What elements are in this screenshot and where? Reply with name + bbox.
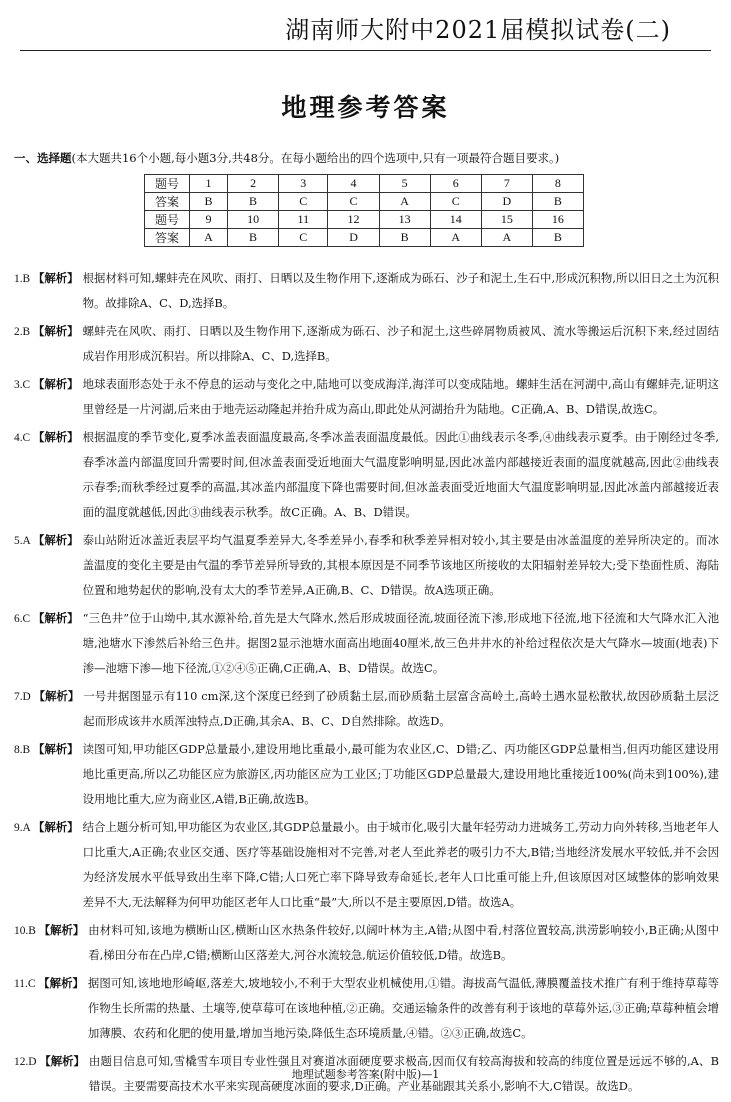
- table-cell: 7: [481, 175, 532, 193]
- analysis-tag: 【解析】: [33, 377, 79, 391]
- section-heading: [14, 150, 719, 166]
- item-text: 结合上题分析可知,甲功能区为农业区,其GDP总量最小。由于城市化,吸引大量年轻劳动力进城务工,劳动力向外转移,当地老年人口比重大,A正确;农业区交通、医疗等基础设施相对不完善,对老人至此养老的吸引力不大,B错;当地经济发展水平较低,并不会因为经济发展水平低导致出生率下降,C错;人口死亡率下降导致寿命延长,老年人口比重可能上升,但该原因对区域整体的影响效果差异不大,无法解释为何甲功能区老年人口比重“最”大,所以不是主要原因,D错。故选A。: [82, 820, 719, 909]
- analysis-tag: 【解析】: [33, 742, 79, 756]
- analysis-tag: 【解析】: [33, 430, 79, 444]
- exam-header-title: 湖南师大附中2021届模拟试卷(二): [285, 16, 671, 44]
- answer-explanations: [14, 266, 719, 1102]
- list-item: [14, 737, 719, 812]
- table-cell: C: [328, 193, 379, 211]
- section-instruction: (本大题共16个小题,每小题3分,共48分。在每小题给出的四个选项中,只有一项最符合题目要求。): [71, 151, 560, 165]
- page-title: 地理参考答案: [281, 93, 450, 122]
- item-number: 8.B: [14, 744, 31, 756]
- table-cell: 15: [481, 211, 532, 229]
- list-item: [14, 425, 719, 525]
- table-cell: B: [228, 229, 279, 247]
- list-item: [14, 815, 719, 915]
- item-text: 读图可知,甲功能区GDP总量最小,建设用地比重最小,最可能为农业区,C、D错;乙、丙功能区GDP总量相当,但丙功能区建设用地比重更高,所以乙功能区应为旅游区,丙功能区应为工业区;丁功能区GDP总量最大,建设用地比重接近100%(尚未到100%),建设用地比重大,应为商业区,A错,B正确,故选B。: [82, 742, 719, 806]
- table-cell: A: [379, 193, 430, 211]
- table-cell: 14: [430, 211, 481, 229]
- item-text: 据图可知,该地地形崎岖,落差大,坡地较小,不利于大型农业机械使用,①错。海拔高气温低,薄膜覆盖技术推广有利于维持草莓等作物生长所需的热量、土壤等,使草莓可在该地种植,②正确。交通运输条件的改善有利于该地的草莓外运,③正确;草莓种植会增加薄膜、农药和化肥的使用量,增加当地污染,降低生态环境质量,④错。②③正确,故选C。: [87, 976, 719, 1040]
- table-cell: 11: [279, 211, 328, 229]
- table-cell: 5: [379, 175, 430, 193]
- header-divider: [20, 50, 711, 51]
- table-cell: 1: [190, 175, 228, 193]
- table-row-label: 题号: [145, 211, 190, 229]
- analysis-tag: 【解析】: [33, 324, 79, 338]
- table-row: [145, 211, 584, 229]
- page-footer: 地理试题参考答案(附中版)—1: [291, 1068, 440, 1081]
- item-number: 3.C: [14, 379, 31, 391]
- analysis-tag: 【解析】: [33, 611, 79, 625]
- table-cell: B: [190, 193, 228, 211]
- table-row: [145, 193, 584, 211]
- list-item: [14, 684, 719, 734]
- table-cell: 10: [228, 211, 279, 229]
- analysis-tag: 【解析】: [38, 976, 84, 990]
- analysis-tag: 【解析】: [33, 820, 79, 834]
- table-cell: B: [532, 193, 583, 211]
- table-cell: 13: [379, 211, 430, 229]
- analysis-tag: 【解析】: [33, 533, 79, 547]
- table-cell: A: [481, 229, 532, 247]
- table-cell: C: [430, 193, 481, 211]
- item-number: 12.D: [14, 1056, 37, 1068]
- analysis-tag: 【解析】: [39, 1054, 85, 1068]
- table-cell: 16: [532, 211, 583, 229]
- table-row-label: 答案: [145, 229, 190, 247]
- table-row: [145, 229, 584, 247]
- table-cell: D: [481, 193, 532, 211]
- table-cell: A: [190, 229, 228, 247]
- item-text: “三色井”位于山坳中,其水源补给,首先是大气降水,然后形成坡面径流,坡面径流下渗,形成地下径流,地下径流和大气降水汇入池塘,池塘水下渗然后补给三色井。据图2显示池塘水面高出地面40厘米,故三色井井水的补给过程依次是大气降水—坡面(地表)下渗—池塘下渗—地下径流,①②④⑤正确,C正确,A、B、D错误。故选C。: [82, 611, 719, 675]
- item-number: 2.B: [14, 326, 31, 338]
- analysis-tag: 【解析】: [33, 689, 80, 703]
- analysis-tag: 【解析】: [33, 271, 79, 285]
- item-number: 10.B: [14, 925, 36, 937]
- table-cell: 9: [190, 211, 228, 229]
- item-text: 一号井据图显示有110 cm深,这个深度已经到了砂质黏土层,而砂质黏土层富含高岭土,高岭土遇水显松散状,故因砂质黏土层泛起而形成该井水质浑浊特点,D正确,其余A、B、C、D自然排除。故选D。: [83, 689, 719, 728]
- answer-table: [144, 174, 584, 247]
- list-item: [14, 319, 719, 369]
- section-label: 一、选择题: [14, 151, 72, 165]
- table-cell: B: [532, 229, 583, 247]
- item-text: 地球表面形态处于永不停息的运动与变化之中,陆地可以变成海洋,海洋可以变成陆地。螺蚌生活在河湖中,高山有螺蚌壳,证明这里曾经是一片河湖,后来由于地壳运动隆起并抬升成为高山,即此处从河湖抬升为陆地。C正确,A、B、D错误,故选C。: [82, 377, 719, 416]
- item-number: 4.C: [14, 432, 31, 444]
- analysis-tag: 【解析】: [38, 923, 85, 937]
- table-cell: D: [328, 229, 379, 247]
- item-text: 由材料可知,该地为横断山区,横断山区水热条件较好,以阔叶林为主,A错;从图中看,村落位置较高,洪涝影响较小,B正确;从图中看,梯田分布在凸岸,C错;横断山区落差大,河谷水流较急,航运价值较低,D错。故选B。: [88, 923, 719, 962]
- table-cell: C: [279, 193, 328, 211]
- item-text: 根据温度的季节变化,夏季冰盖表面温度最高,冬季冰盖表面温度最低。因此①曲线表示冬季,④曲线表示夏季。由于刚经过冬季,春季冰盖内部温度回升需要时间,但冰盖表面受近地面大气温度影响明显,因此冰盖内部越接近表面的温度就越高,因此②曲线表示春季;而秋季经过夏季的高温,其冰盖内部温度下降也需要时间,但冰盖表面受近地面大气温度影响明显,因此冰盖内部越接近表面的温度就越低,因此③曲线表示秋季。故C正确。A、B、D错误。: [82, 430, 719, 519]
- item-text: 泰山站附近冰盖近表层平均气温夏季差异大,冬季差异小,春季和秋季差异相对较小,其主要是由冰盖温度的差异所决定的。而冰盖温度的变化主要是由气温的季节差异所导致的,其根本原因是不同季节该地区所接收的太阳辐射差异较大;受下垫面性质、海陆位置和地势起伏的影响,没有太大的季节差异,A正确,B、C、D错误。故A选项正确。: [82, 533, 719, 597]
- list-item: [14, 971, 719, 1046]
- item-text: 螺蚌壳在风吹、雨打、日晒以及生物作用下,逐渐成为砾石、沙子和泥土,这些碎屑物质被风、流水等搬运后沉积下来,经过固结成岩作用形成沉积岩。所以排除A、C、D,选择B。: [82, 324, 719, 363]
- item-number: 11.C: [14, 978, 36, 990]
- table-cell: 4: [328, 175, 379, 193]
- item-text: 根据材料可知,螺蚌壳在风吹、雨打、日晒以及生物作用下,逐渐成为砾石、沙子和泥土,生石中,形成沉积物,所以旧日之土为沉积物。故排除A、C、D,选择B。: [82, 271, 719, 310]
- list-item: [14, 918, 719, 968]
- item-number: 5.A: [14, 535, 31, 547]
- table-cell: 6: [430, 175, 481, 193]
- table-cell: 8: [532, 175, 583, 193]
- item-number: 1.B: [14, 273, 31, 285]
- table-cell: C: [279, 229, 328, 247]
- item-number: 7.D: [14, 691, 31, 703]
- table-row-label: 答案: [145, 193, 190, 211]
- list-item: [14, 606, 719, 681]
- table-cell: B: [379, 229, 430, 247]
- table-row: [145, 175, 584, 193]
- table-cell: B: [228, 193, 279, 211]
- table-cell: A: [430, 229, 481, 247]
- item-number: 9.A: [14, 822, 31, 834]
- table-cell: 2: [228, 175, 279, 193]
- table-row-label: 题号: [145, 175, 190, 193]
- table-cell: 12: [328, 211, 379, 229]
- list-item: [14, 528, 719, 603]
- item-text: 由题目信息可知,雪橇雪车项目专业性强且对赛道冰面硬度要求极高,因而仅有较高海拔和较高的纬度位置是远远不够的,A、B错误。主要需要高技术水平来实现高硬度冰面的要求,D正确。产业基础跟其关系小,影响不大,C错误。故选D。: [88, 1054, 719, 1093]
- table-cell: 3: [279, 175, 328, 193]
- list-item: [14, 372, 719, 422]
- list-item: [14, 266, 719, 316]
- item-number: 6.C: [14, 613, 31, 625]
